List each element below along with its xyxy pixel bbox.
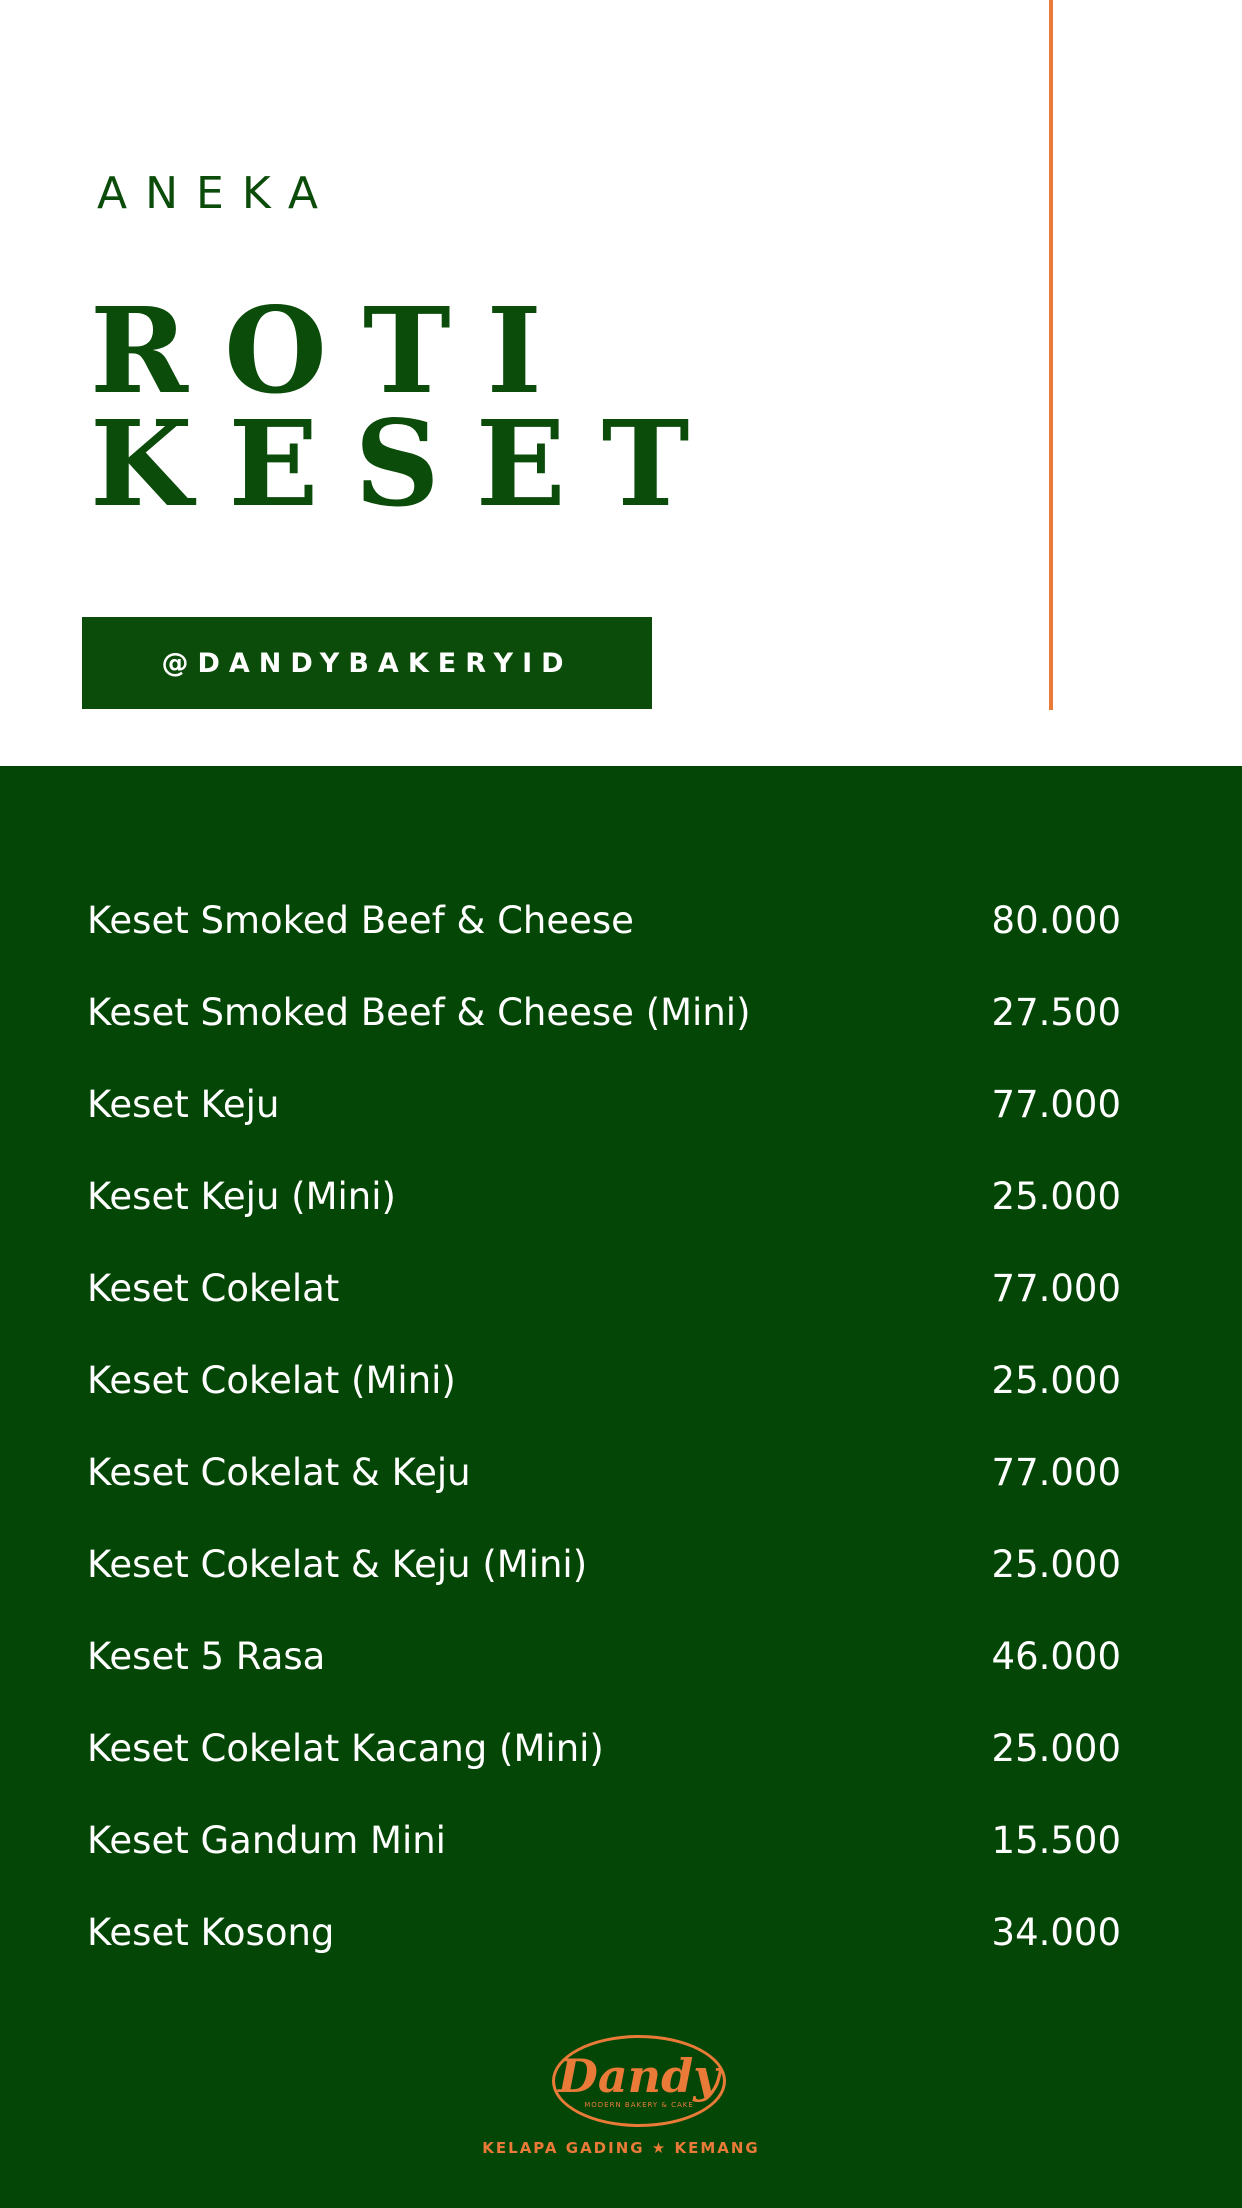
menu-item bbox=[87, 1810, 1121, 1870]
menu-item bbox=[87, 1534, 1121, 1594]
page-title-line-2: KESET bbox=[90, 394, 726, 533]
menu-item-name: Keset Cokelat & Keju (Mini) bbox=[87, 1542, 588, 1586]
menu-item-price: 34.000 bbox=[991, 1910, 1121, 1954]
menu-item bbox=[87, 982, 1121, 1042]
menu-item-price: 77.000 bbox=[991, 1082, 1121, 1126]
menu-item bbox=[87, 1350, 1121, 1410]
menu-item bbox=[87, 1166, 1121, 1226]
menu-item-name: Keset Cokelat Kacang (Mini) bbox=[87, 1726, 604, 1770]
logo-tagline: MODERN BAKERY & CAKE bbox=[584, 2101, 694, 2109]
menu-item-price: 25.000 bbox=[991, 1174, 1121, 1218]
menu-item-name: Keset Gandum Mini bbox=[87, 1818, 446, 1862]
instagram-handle-text: @DANDYBAKERYID bbox=[161, 647, 573, 679]
kicker-text: ANEKA bbox=[97, 168, 336, 219]
menu-item-price: 77.000 bbox=[991, 1450, 1121, 1494]
menu-item-name: Keset Cokelat & Keju bbox=[87, 1450, 471, 1494]
instagram-handle-badge bbox=[82, 617, 652, 709]
menu-item bbox=[87, 1626, 1121, 1686]
menu-item-name: Keset Smoked Beef & Cheese bbox=[87, 898, 634, 942]
store-locations: KELAPA GADING ★ KEMANG bbox=[482, 2139, 760, 2157]
dandy-logo bbox=[552, 2035, 726, 2127]
menu-item bbox=[87, 1902, 1121, 1962]
menu-item-name: Keset Keju (Mini) bbox=[87, 1174, 396, 1218]
decorative-divider-line bbox=[1049, 0, 1053, 710]
menu-item-price: 46.000 bbox=[991, 1634, 1121, 1678]
menu-item-price: 25.000 bbox=[991, 1358, 1121, 1402]
menu-item bbox=[87, 1718, 1121, 1778]
menu-item bbox=[87, 1258, 1121, 1318]
menu-item-price: 15.500 bbox=[991, 1818, 1121, 1862]
menu-item bbox=[87, 1074, 1121, 1134]
menu-item-name: Keset Keju bbox=[87, 1082, 280, 1126]
menu-item-price: 25.000 bbox=[991, 1726, 1121, 1770]
header-section bbox=[0, 0, 1242, 766]
menu-item-price: 27.500 bbox=[991, 990, 1121, 1034]
menu-item-price: 77.000 bbox=[991, 1266, 1121, 1310]
logo-wordmark: Dandy bbox=[557, 2049, 721, 2103]
menu-item-name: Keset Cokelat bbox=[87, 1266, 340, 1310]
menu-item-name: Keset Smoked Beef & Cheese (Mini) bbox=[87, 990, 751, 1034]
page-title-line-1: ROTI bbox=[90, 281, 578, 420]
menu-item-name: Keset Kosong bbox=[87, 1910, 335, 1954]
menu-item-name: Keset 5 Rasa bbox=[87, 1634, 326, 1678]
menu-item-price: 80.000 bbox=[991, 898, 1121, 942]
menu-item-price: 25.000 bbox=[991, 1542, 1121, 1586]
menu-section bbox=[0, 766, 1242, 2208]
menu-item bbox=[87, 890, 1121, 950]
menu-item-name: Keset Cokelat (Mini) bbox=[87, 1358, 456, 1402]
menu-item bbox=[87, 1442, 1121, 1502]
